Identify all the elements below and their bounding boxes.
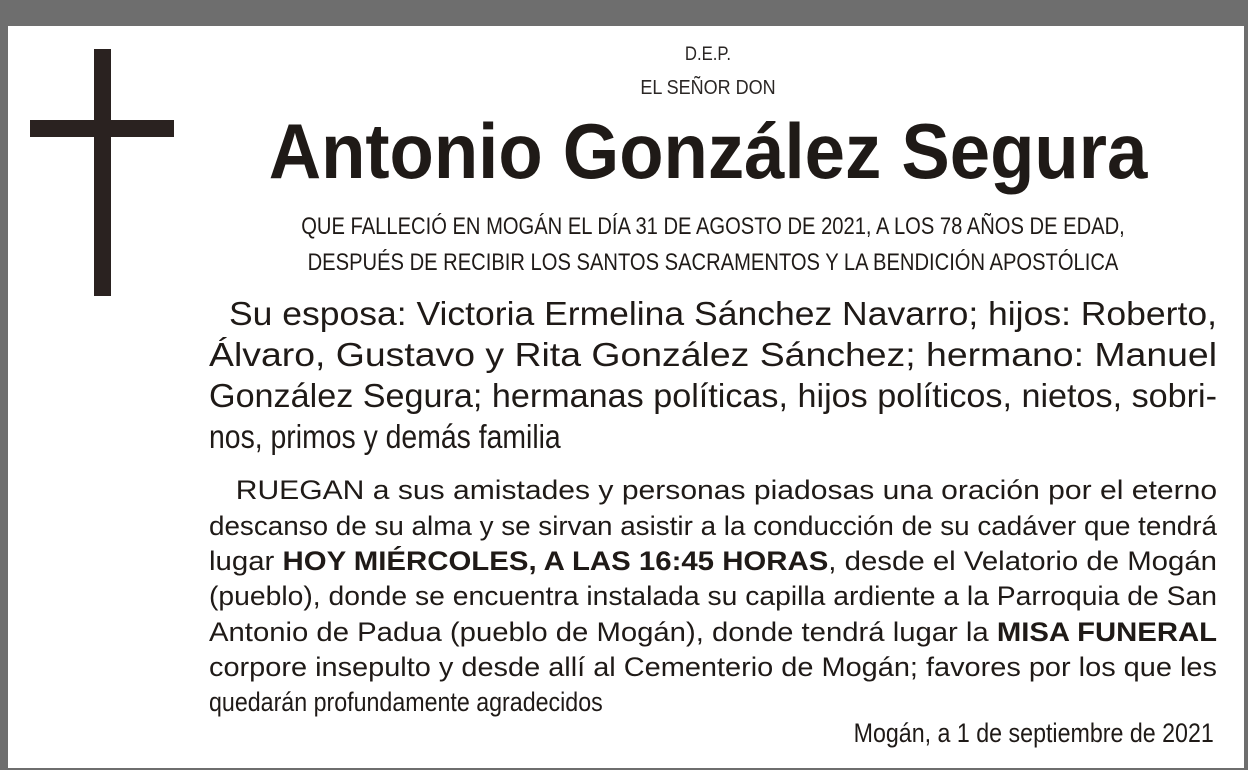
request-text: Antonio de Padua (pueblo de Mogán), donde tendrá lugar la <box>209 617 997 647</box>
request-line <box>209 649 1217 685</box>
family-line-text: nos, primos y demás familia <box>209 418 561 455</box>
family-line <box>209 416 1217 457</box>
request-line <box>209 614 1217 650</box>
request-line-text: descanso de su alma y se sirvan asistir a la conducción de su cadáver que tendrá <box>209 511 1218 541</box>
obituary-notice <box>8 26 1244 768</box>
service-time-text: HOY MIÉRCOLES, A LAS 16:45 HORAS <box>282 546 829 576</box>
family-line <box>209 375 1217 416</box>
mass-text: MISA FUNERAL <box>996 617 1218 647</box>
place-date: Mogán, a 1 de septiembre de 2021 <box>853 718 1214 748</box>
request-line <box>209 578 1217 614</box>
request-text: lugar <box>209 546 283 576</box>
request-line <box>209 508 1217 544</box>
request-line-text: corpore insepulto y desde allí al Cementerio de Mogán; favores por los que les <box>209 652 1217 682</box>
family-line <box>209 293 1217 334</box>
request-line-text: RUEGAN a sus amistades y personas piadosas una oración por el eterno <box>235 475 1218 505</box>
request-line-text: (pueblo), donde se encuentra instalada su capilla ardiente a la Parroquia de San <box>209 581 1217 611</box>
request-line-text <box>209 614 1217 650</box>
request-line <box>209 543 1217 579</box>
request-line <box>209 472 1217 508</box>
request-line-text <box>209 543 1217 579</box>
request-line-text: quedarán profundamente agradecidos <box>209 687 603 717</box>
cross-icon-bar <box>30 120 174 137</box>
sacraments-line: DESPUÉS DE RECIBIR LOS SANTOS SACRAMENTOS Y LA BENDICIÓN APOSTÓLICA <box>307 249 1119 276</box>
family-line <box>209 334 1217 375</box>
family-line-text: Álvaro, Gustavo y Rita González Sánchez; hermano: Manuel <box>209 336 1218 373</box>
deceased-name: Antonio González Segura <box>268 107 1148 195</box>
honorific-heading: EL SEÑOR DON <box>640 77 776 99</box>
dep-heading: D.E.P. <box>684 44 732 65</box>
death-info-line: QUE FALLECIÓ EN MOGÁN EL DÍA 31 DE AGOSTO DE 2021, A LOS 78 AÑOS DE EDAD, <box>301 213 1125 240</box>
request-text: , desde el Velatorio de Mogán <box>828 546 1218 576</box>
cross-icon <box>94 49 111 296</box>
family-line-text: Su esposa: Victoria Ermelina Sánchez Navarro; hijos: Roberto, <box>229 295 1217 332</box>
family-line-text: González Segura; hermanas políticas, hijos políticos, nietos, sobri- <box>209 377 1217 414</box>
